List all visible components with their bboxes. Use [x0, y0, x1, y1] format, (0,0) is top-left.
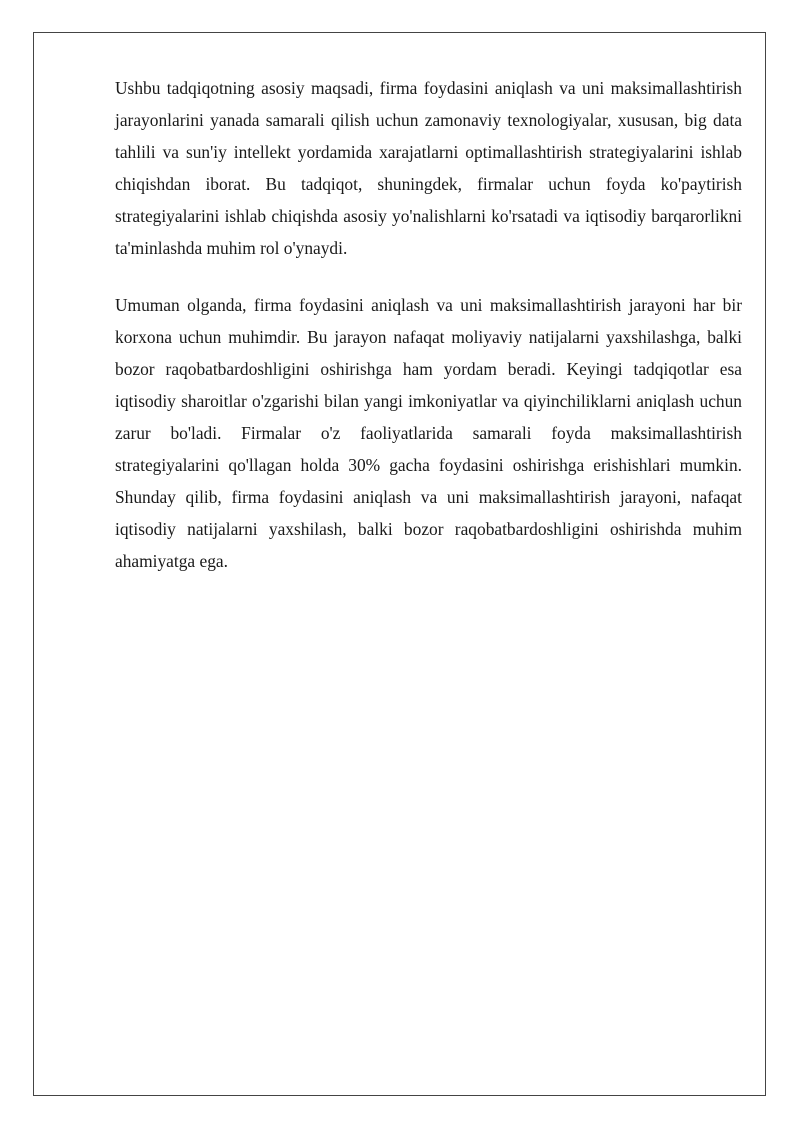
paragraph-conclusion: Umuman olganda, firma foydasini aniqlash va uni maksimallashtirish jarayoni har bir korxona uchun muhimdir. Bu jarayon nafaqat moliyaviy natijalarni yaxshilashga, balki bozor raqobatbardoshligini oshirishga ham yordam beradi. Keyingi tadqiqotlar esa iqtisodiy sharoitlar o'zgarishi bilan yangi imkoniyatlar va qiyinchiliklarni aniqlash uchun zarur bo'ladi. Firmalar o'z faoliyatlarida samarali foyda maksimallashtirish strategiyalarini qo'llagan holda 30% gacha foydasini oshirishga erishishlari mumkin. Shunday qilib, firma foydasini aniqlash va uni maksimallashtirish jarayoni, nafaqat iqtisodiy natijalarni yaxshilash, balki bozor raqobatbardoshligini oshirishda muhim ahamiyatga ega. [115, 294, 742, 572]
paragraph-purpose: Ushbu tadqiqotning asosiy maqsadi, firma foydasini aniqlash va uni maksimallashtirish jarayonlarini yanada samarali qilish uchun zamonaviy texnologiyalar, xususan, big data tahlili va sun'iy intellekt yordamida xarajatlarni optimallashtirish strategiyalarini ishlab chiqishdan iborat. Bu tadqiqot, shuningdek, firmalar uchun foyda ko'paytirish strategiyalarini ishlab chiqishda asosiy yo'nalishlarni ko'rsatadi va iqtisodiy barqarorlikni ta'minlashda muhim rol o'ynaydi. [115, 78, 742, 259]
document-body [115, 72, 742, 601]
